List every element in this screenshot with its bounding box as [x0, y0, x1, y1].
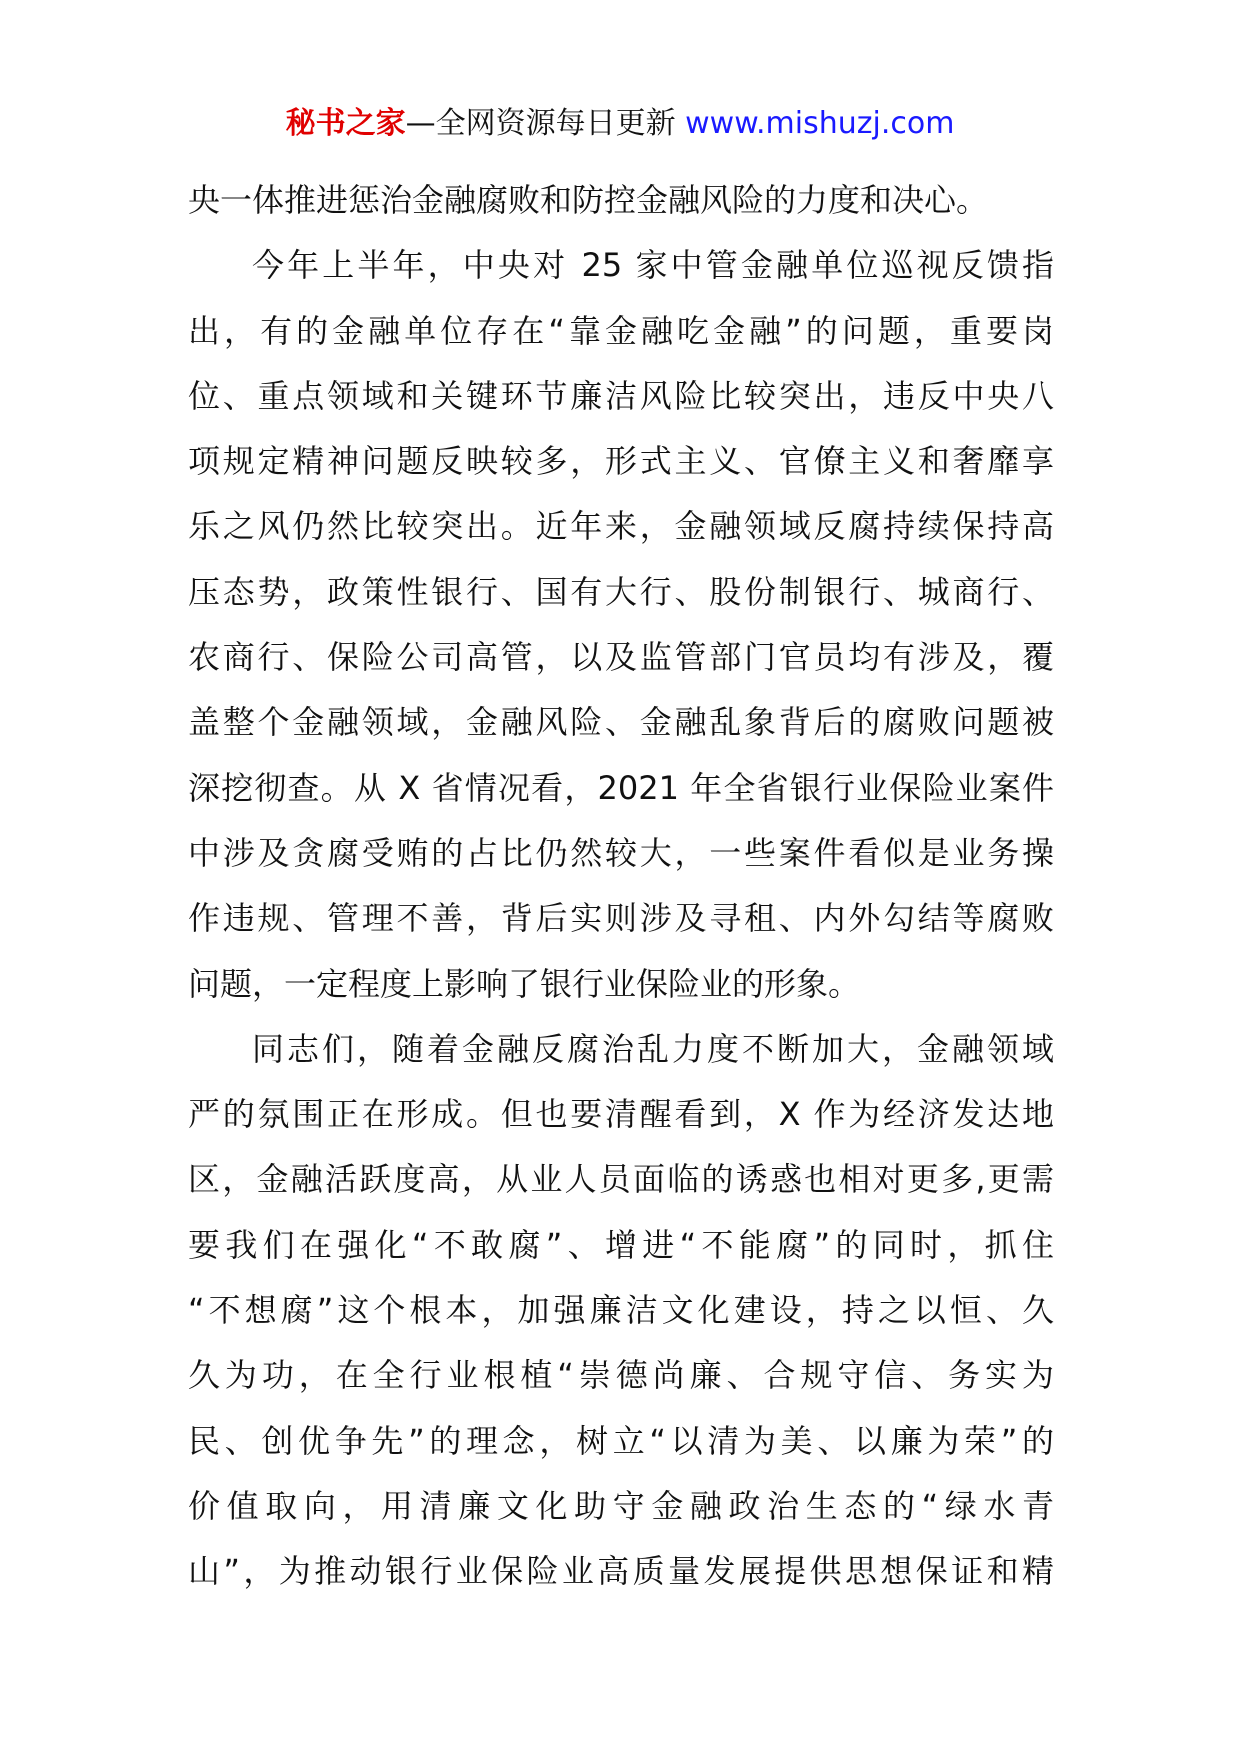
text-line: 山”，为推动银行业保险业高质量发展提供思想保证和精: [188, 1552, 1054, 1591]
text-line: 同志们，随着金融反腐治乱力度不断加大，金融领域: [252, 1029, 1054, 1068]
text-line: 位、重点领域和关键环节廉洁风险比较突出，违反中央八: [188, 376, 1054, 415]
text-line: 价值取向，用清廉文化助守金融政治生态的“绿水青: [188, 1486, 1054, 1525]
body-text: [188, 168, 1054, 1605]
text-line: 区，金融活跃度高，从业人员面临的诱惑也相对更多,更需: [188, 1160, 1054, 1199]
text-line: 深挖彻查。从 X 省情况看，2021 年全省银行业保险业案件: [188, 768, 1054, 807]
text-line: 要我们在强化“不敢腐”、增进“不能腐”的同时，抓住: [188, 1225, 1054, 1264]
text-line: 盖整个金融领域，金融风险、金融乱象背后的腐败问题被: [188, 703, 1054, 742]
header-brand: 秘书之家: [285, 106, 406, 141]
header-url-link[interactable]: www.mishuzj.com: [685, 106, 955, 141]
text-line: 乐之风仍然比较突出。近年来，金融领域反腐持续保持高: [188, 507, 1054, 546]
header-tagline: —全网资源每日更新: [405, 106, 676, 141]
text-line: 项规定精神问题反映较多，形式主义、官僚主义和奢靡享: [188, 442, 1054, 481]
page-header: [0, 104, 1240, 144]
text-line: 今年上半年，中央对 25 家中管金融单位巡视反馈指: [252, 246, 1054, 285]
text-line: 农商行、保险公司高管，以及监管部门官员均有涉及，覆: [188, 638, 1054, 677]
text-line: 民、创优争先”的理念，树立“以清为美、以廉为荣”的: [188, 1421, 1054, 1460]
text-line: 央一体推进惩治金融腐败和防控金融风险的力度和决心。: [188, 181, 989, 219]
text-line: 久为功，在全行业根植“崇德尚廉、合规守信、务实为: [188, 1356, 1054, 1395]
text-line: 出，有的金融单位存在“靠金融吃金融”的问题，重要岗: [188, 311, 1054, 350]
text-line: 作违规、管理不善，背后实则涉及寻租、内外勾结等腐败: [188, 899, 1054, 938]
text-line: “不想腐”这个根本，加强廉洁文化建设，持之以恒、久: [188, 1291, 1054, 1330]
text-line: 严的氛围正在形成。但也要清醒看到，X 作为经济发达地: [188, 1095, 1054, 1134]
text-line: 压态势，政策性银行、国有大行、股份制银行、城商行、: [188, 572, 1054, 611]
text-line: 问题，一定程度上影响了银行业保险业的形象。: [188, 964, 861, 1003]
text-line: 中涉及贪腐受贿的占比仍然较大，一些案件看似是业务操: [188, 833, 1054, 872]
